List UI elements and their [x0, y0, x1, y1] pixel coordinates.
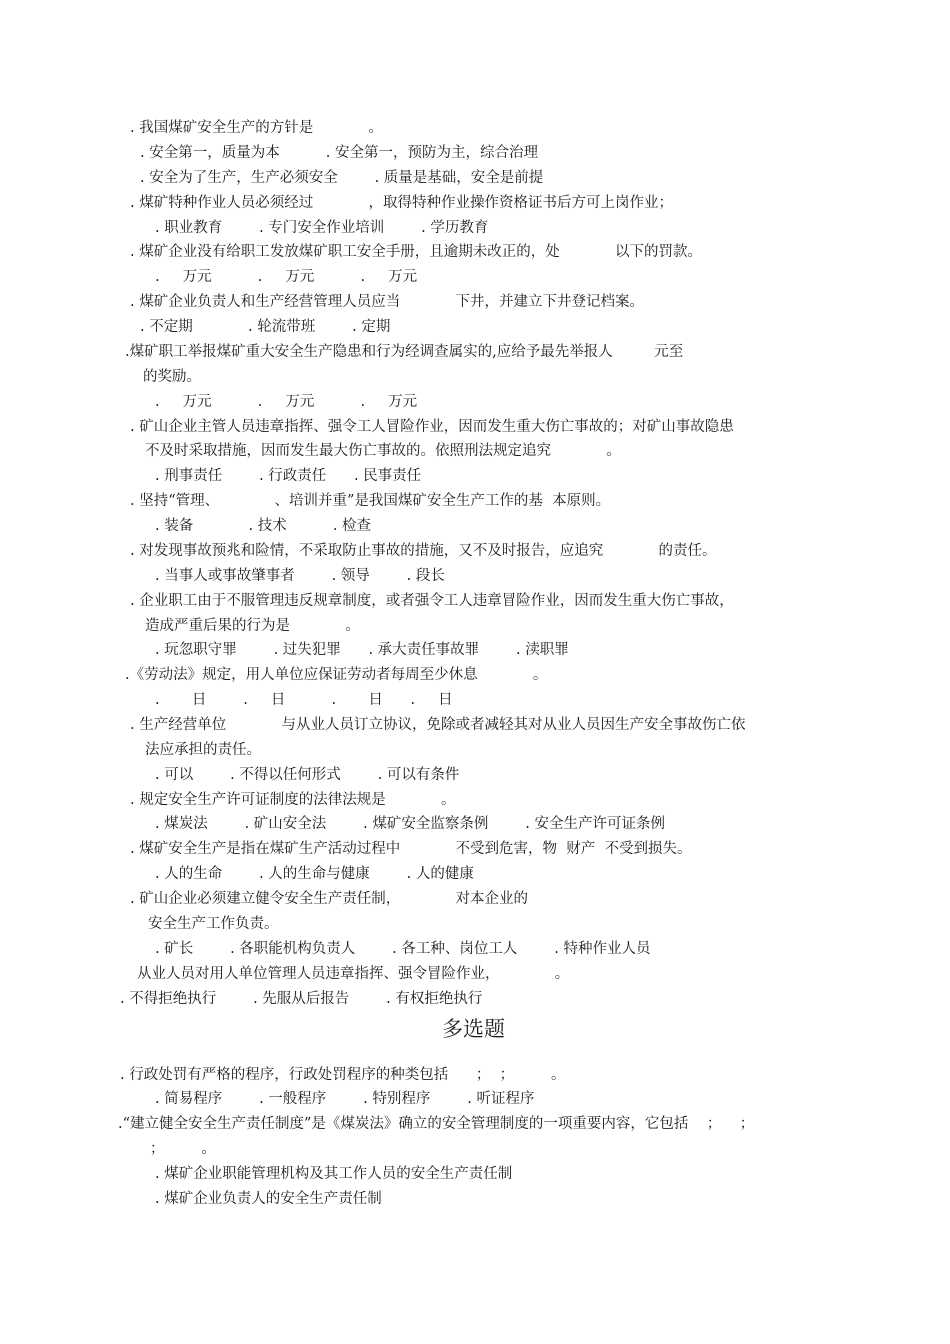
- q9-stem-cont: 造成严重后果的行为是 。: [145, 618, 360, 634]
- q5-stem: .煤矿职工举报煤矿重大安全生产隐患和行为经调查属实的,应给予最先举报人 元至: [125, 344, 684, 360]
- q11-stem: . 生产经营单位 与从业人员订立协议，免除或者减轻其对从业人员因生产安全事故伤亡依: [130, 717, 746, 733]
- q13-options: . 人的生命 . 人的生命与健康 . 人的健康: [155, 866, 474, 882]
- m2-stem-cont: ； 。: [150, 1141, 216, 1157]
- q4-options: . 不定期 . 轮流带班 . 定期: [140, 319, 391, 335]
- q10-options: . 日 . 日 . 日 . 日: [155, 692, 453, 708]
- q2-options: . 职业教育 . 专门安全作业培训 . 学历教育: [155, 220, 489, 236]
- q5-options: . 万元 . 万元 . 万元: [155, 394, 418, 410]
- q11-options: . 可以 . 不得以任何形式 . 可以有条件: [155, 767, 460, 783]
- m2-option-b: . 煤矿企业负责人的安全生产责任制: [155, 1191, 382, 1207]
- q12-options: . 煤炭法 . 矿山安全法 . 煤矿安全监察条例 . 安全生产许可证条例: [155, 816, 665, 832]
- q14-options: . 矿长 . 各职能机构负责人 . 各工种、岗位工人 . 特种作业人员: [155, 941, 651, 957]
- q9-options: . 玩忽职守罪 . 过失犯罪 . 承大责任事故罪 . 渎职罪: [155, 642, 569, 658]
- m2-option-a: . 煤矿企业职能管理机构及其工作人员的安全生产责任制: [155, 1166, 513, 1182]
- m1-stem: . 行政处罚有严格的程序，行政处罚程序的种类包括 ； ； 。: [120, 1067, 566, 1083]
- q4-stem: . 煤矿企业负责人和生产经营管理人员应当 下井，并建立下井登记档案。: [130, 294, 645, 310]
- q10-stem: .《劳动法》规定，用人单位应保证劳动者每周至少休息 。: [125, 667, 548, 683]
- q7-options: . 装备 . 技术 . 检查: [155, 518, 372, 534]
- q8-stem: . 对发现事故预兆和险情，不采取防止事故的措施，又不及时报告，应追究 的责任。: [130, 543, 717, 559]
- q6-stem: . 矿山企业主管人员违章指挥、强令工人冒险作业，因而发生重大伤亡事故的；对矿山事故隐患: [130, 419, 734, 435]
- q7-stem: . 坚持“管理、 、培训并重”是我国煤矿安全生产工作的基 本原则。: [130, 493, 611, 509]
- q2-stem: . 煤矿特种作业人员必须经过 ，取得特种作业操作资格证书后方可上岗作业；: [130, 195, 674, 211]
- q3-stem: . 煤矿企业没有给职工发放煤矿职工安全手册，且逾期未改正的，处 以下的罚款。: [130, 244, 703, 260]
- section-heading-multiple-choice: 多选题: [442, 1017, 505, 1041]
- q15-options: . 不得拒绝执行 . 先服从后报告 . 有权拒绝执行: [120, 991, 483, 1007]
- q12-stem: . 规定安全生产许可证制度的法律法规是 。: [130, 792, 456, 808]
- q8-options: . 当事人或事故肇事者 . 领导 . 段长: [155, 568, 445, 584]
- q3-options: . 万元 . 万元 . 万元: [155, 269, 418, 285]
- q15-stem: 从业人员对用人单位管理人员违章指挥、强令冒险作业， 。: [137, 966, 570, 982]
- q6-options: . 刑事责任 . 行政责任 . 民事责任: [155, 468, 422, 484]
- q1-options: . 安全第一，质量为本 . 安全第一，预防为主，综合治理: [140, 145, 539, 161]
- q11-stem-cont: 法应承担的责任。: [145, 742, 261, 758]
- m1-options: . 简易程序 . 一般程序 . 特别程序 . 听证程序: [155, 1091, 535, 1107]
- q14-stem: . 矿山企业必须建立健令安全生产责任制， 对本企业的: [130, 891, 529, 907]
- q9-stem: . 企业职工由于不服管理违反规章制度，或者强令工人违章冒险作业，因而发生重大伤亡事故，: [130, 593, 734, 609]
- q13-stem: . 煤矿安全生产是指在煤矿生产活动过程中 不受到危害，物 财产 不受到损失。: [130, 841, 692, 857]
- q14-stem-cont: 安全生产工作负责。: [148, 916, 279, 932]
- m2-stem: .“建立健全安全生产责任制度”是《煤炭法》确立的安全管理制度的一项重要内容，它包括 ； ；: [118, 1116, 755, 1132]
- q1-stem: . 我国煤矿安全生产的方针是 。: [130, 120, 384, 136]
- q6-stem-cont: 不及时采取措施，因而发生最大伤亡事故的。依照刑法规定追究 。: [145, 443, 621, 459]
- q5-stem-cont: 的奖励。: [143, 369, 201, 385]
- q1-options-2: . 安全为了生产，生产必须安全 . 质量是基础，安全是前提: [140, 170, 544, 186]
